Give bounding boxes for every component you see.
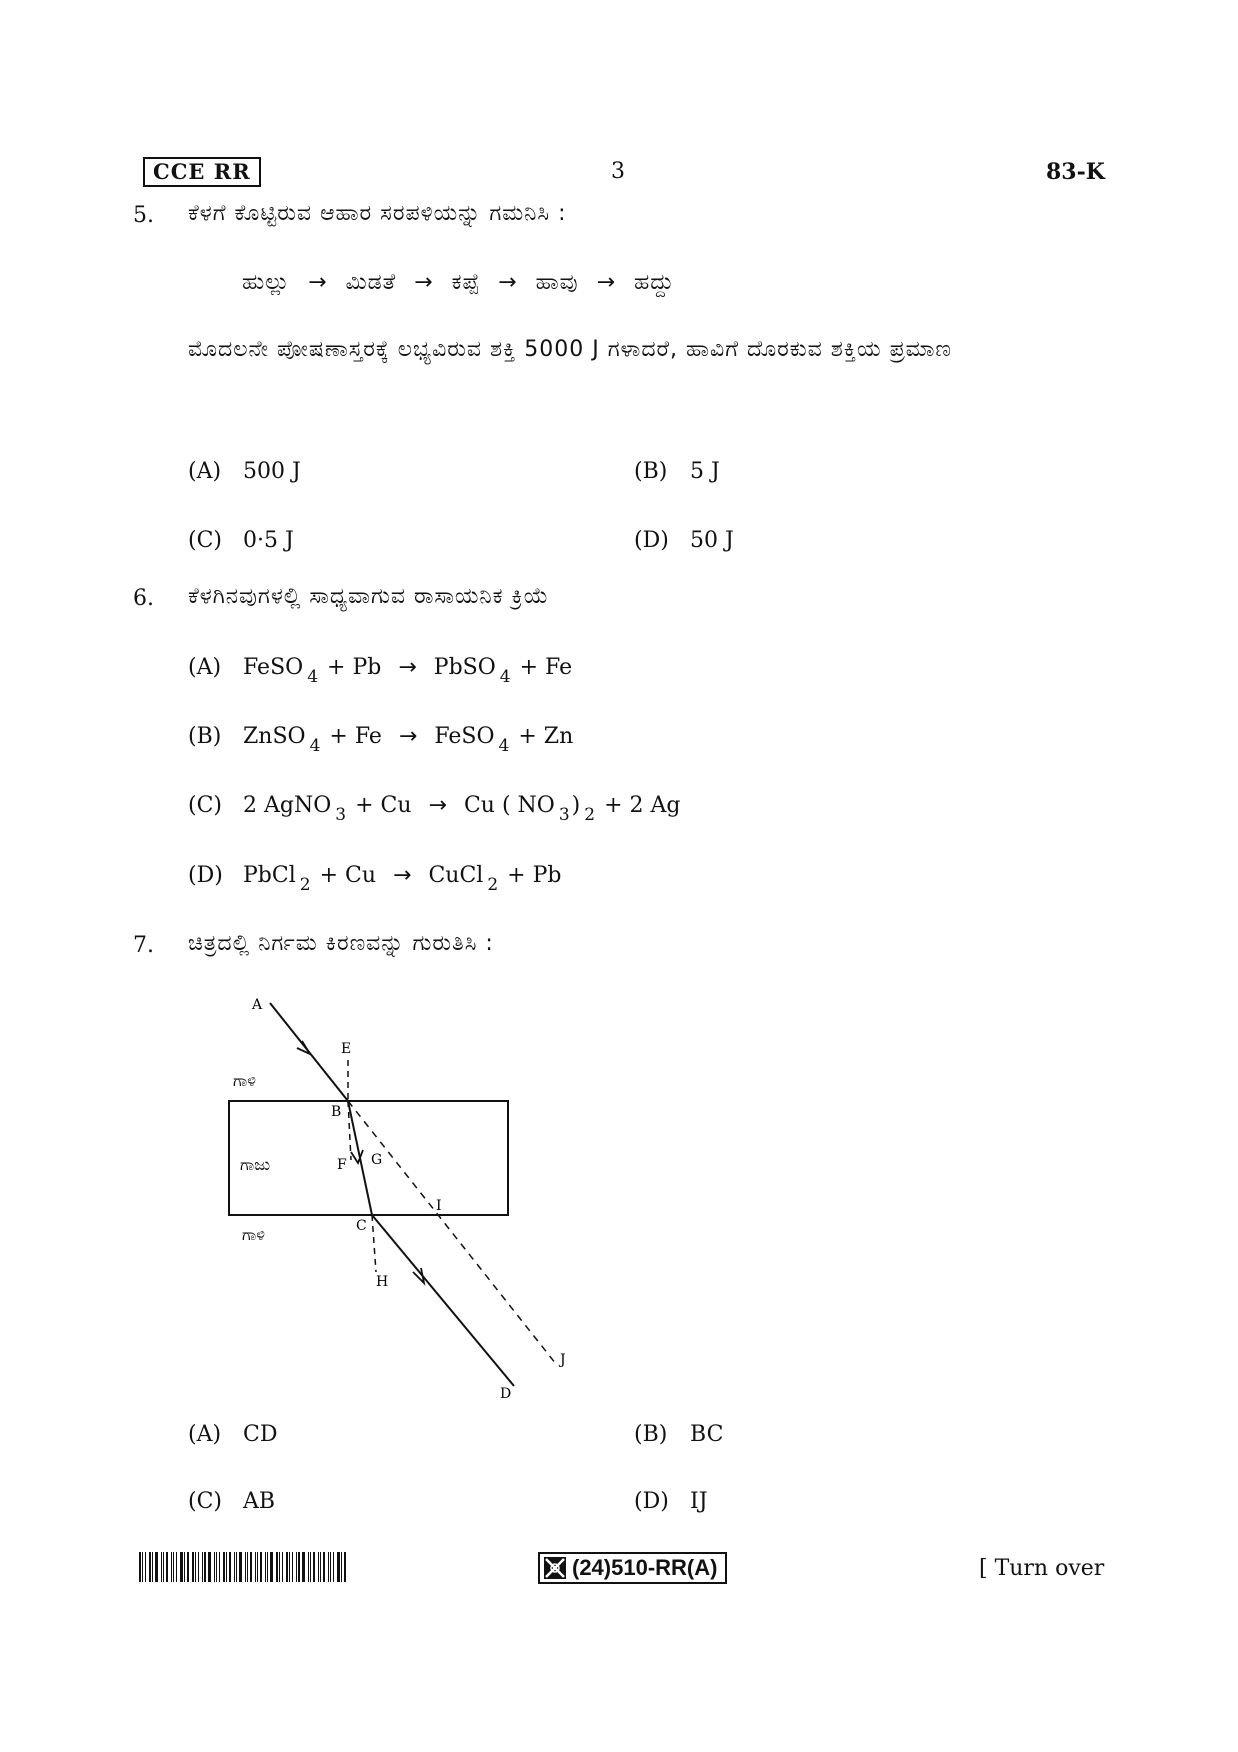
- subscript: 4: [499, 667, 511, 687]
- barcode-bar: [296, 1552, 297, 1582]
- barcode-bar: [204, 1552, 206, 1582]
- barcode-bar: [333, 1552, 334, 1582]
- barcode-bar: [198, 1552, 199, 1582]
- chain-item: ಹದ್ದು: [634, 270, 675, 295]
- point-label: D: [500, 1386, 512, 1402]
- barcode-bar: [192, 1552, 194, 1582]
- arrow-icon: →: [398, 655, 417, 680]
- barcode-bar: [180, 1552, 183, 1582]
- option-value: 0·5 J: [243, 528, 294, 553]
- option-label: (C): [188, 528, 222, 553]
- point-label: J: [560, 1352, 566, 1368]
- formula: + Cu: [319, 863, 377, 888]
- option-label: (A): [188, 655, 222, 680]
- option-label: (A): [188, 1422, 222, 1447]
- formula: CuCl: [428, 863, 484, 888]
- barcode-bar: [323, 1552, 325, 1582]
- arrow-icon: →: [596, 270, 616, 295]
- barcode-bar: [214, 1552, 215, 1582]
- subscript: 2: [584, 805, 596, 825]
- chain-item: ಹಾವು: [535, 270, 579, 295]
- question-stem: ಚಿತ್ರದಲ್ಲಿ ನಿರ್ಗಮ ಕಿರಣವನ್ನು ಗುರುತಿಸಿ :: [188, 931, 494, 956]
- page-number: 3: [611, 159, 625, 184]
- barcode-bar: [171, 1552, 172, 1582]
- formula: + Pb: [507, 863, 562, 888]
- point-label: H: [376, 1274, 389, 1290]
- option-label: (B): [634, 459, 668, 484]
- arrow-icon: →: [414, 270, 434, 295]
- subscript: 4: [309, 736, 321, 756]
- barcode: [139, 1552, 371, 1582]
- barcode-bar: [286, 1552, 288, 1582]
- barcode-bar: [216, 1552, 217, 1582]
- barcode-bar: [161, 1552, 162, 1582]
- subscript: 3: [335, 805, 347, 825]
- barcode-bar: [330, 1552, 331, 1582]
- turn-over-text: [ Turn over: [979, 1556, 1105, 1581]
- subscript: 4: [307, 667, 319, 687]
- formula: PbSO: [433, 655, 496, 680]
- chain-item: ಕಪ್ಪೆ: [451, 270, 481, 295]
- medium-label-air: ಗಾಳಿ: [242, 1225, 266, 1244]
- barcode-bar: [308, 1552, 309, 1582]
- barcode-bar: [255, 1552, 256, 1582]
- chain-item: ಮಿಡತೆ: [345, 270, 397, 295]
- question-number: 6.: [133, 586, 154, 611]
- option-label: (B): [188, 724, 222, 749]
- arrow-icon: →: [308, 270, 328, 295]
- option-value: 500 J: [243, 459, 301, 484]
- point-label: A: [252, 997, 263, 1013]
- formula: FeSO: [434, 724, 495, 749]
- barcode-bar: [139, 1552, 141, 1582]
- arrow-icon: →: [498, 270, 518, 295]
- barcode-bar: [260, 1552, 262, 1582]
- barcode-bar: [257, 1552, 258, 1582]
- option-value: CD: [243, 1422, 278, 1447]
- barcode-bar: [234, 1552, 235, 1582]
- arrow-icon: →: [398, 724, 418, 749]
- point-label: E: [341, 1041, 352, 1057]
- barcode-bar: [302, 1552, 305, 1582]
- barcode-bar: [166, 1552, 168, 1582]
- barcode-bar: [173, 1552, 174, 1582]
- point-label: C: [356, 1218, 367, 1234]
- formula: 2 AgNO: [243, 793, 332, 818]
- chain-item: ಹುಲ್ಲು: [242, 270, 291, 295]
- header-code-label: CCE RR: [153, 159, 251, 184]
- question-number: 7.: [133, 933, 154, 958]
- option-label: (C): [188, 793, 222, 818]
- question-stem: ಕೆಳಗೆ ಕೊಟ್ಟಿರುವ ಆಹಾರ ಸರಪಳಿಯನ್ನು ಗಮನಿಸಿ :: [188, 201, 567, 226]
- barcode-bar: [318, 1552, 319, 1582]
- barcode-bar: [176, 1552, 177, 1582]
- option-value: AB: [243, 1489, 276, 1514]
- option-label: (D): [634, 528, 669, 553]
- barcode-bar: [289, 1552, 290, 1582]
- subscript: 2: [487, 875, 499, 895]
- barcode-bar: [187, 1552, 189, 1582]
- formula: + Cu: [355, 793, 412, 818]
- formula: + Zn: [518, 724, 574, 749]
- option-value: BC: [690, 1422, 724, 1447]
- subscript: 3: [558, 805, 570, 825]
- paper-code: 83-K: [1046, 159, 1105, 185]
- barcode-bar: [149, 1552, 151, 1582]
- barcode-bar: [163, 1552, 164, 1582]
- barcode-bar: [265, 1552, 266, 1582]
- option-label: (A): [188, 459, 222, 484]
- barcode-bar: [155, 1552, 158, 1582]
- formula: + Fe: [519, 655, 573, 680]
- question-stem: ಕೆಳಗಿನವುಗಳಲ್ಲಿ ಸಾಧ್ಯವಾಗುವ ರಾಸಾಯನಿಕ ಕ್ರಿಯೆ: [188, 584, 550, 609]
- barcode-bar: [236, 1552, 237, 1582]
- barcode-bar: [208, 1552, 211, 1582]
- barcode-bar: [270, 1552, 273, 1582]
- medium-label-air: ಗಾಳಿ: [233, 1071, 257, 1090]
- point-label: B: [331, 1104, 342, 1120]
- emergent-ray: [372, 1215, 514, 1386]
- logo-icon: [544, 1557, 566, 1579]
- barcode-bar: [313, 1552, 315, 1582]
- barcode-bar: [341, 1552, 342, 1582]
- formula: Cu ( NO: [463, 793, 555, 818]
- formula: PbCl: [243, 863, 296, 888]
- option-value: 5 J: [690, 459, 720, 484]
- barcode-bar: [223, 1552, 225, 1582]
- barcode-bar: [152, 1552, 153, 1582]
- barcode-bar: [202, 1552, 203, 1582]
- barcode-bar: [310, 1552, 311, 1582]
- barcode-bar: [239, 1552, 242, 1582]
- arrowhead-icon: [297, 1041, 310, 1054]
- barcode-bar: [292, 1552, 293, 1582]
- barcode-bar: [282, 1552, 283, 1582]
- barcode-bar: [298, 1552, 300, 1582]
- option-value: 50 J: [690, 528, 734, 553]
- point-label: I: [436, 1198, 442, 1214]
- barcode-bar: [226, 1552, 227, 1582]
- barcode-bar: [276, 1552, 278, 1582]
- question-number: 5.: [133, 203, 154, 228]
- point-label: F: [337, 1157, 347, 1173]
- barcode-bar: [344, 1552, 346, 1582]
- medium-label-glass: ಗಾಜು: [240, 1155, 271, 1174]
- barcode-bar: [328, 1552, 329, 1582]
- formula: + Pb: [327, 655, 382, 680]
- barcode-bar: [142, 1552, 143, 1582]
- normal-line: [372, 1215, 376, 1272]
- barcode-bar: [250, 1552, 252, 1582]
- barcode-bar: [337, 1552, 340, 1582]
- barcode-bar: [219, 1552, 220, 1582]
- point-label: G: [371, 1152, 383, 1168]
- barcode-bar: [267, 1552, 268, 1582]
- arrow-icon: →: [428, 793, 447, 818]
- barcode-bar: [195, 1552, 196, 1582]
- formula: + 2 Ag: [604, 793, 681, 818]
- barcode-bar: [229, 1552, 231, 1582]
- formula: ZnSO: [243, 724, 306, 749]
- footer-code-box: [538, 1552, 727, 1584]
- footer-code: (24)510-RR(A): [572, 1555, 718, 1580]
- subscript: 4: [498, 736, 510, 756]
- formula: ): [571, 793, 581, 818]
- barcode-bar: [184, 1552, 185, 1582]
- barcode-bar: [320, 1552, 321, 1582]
- barcode-bar: [145, 1552, 146, 1582]
- question-text: ಮೊದಲನೇ ಪೋಷಣಾಸ್ತರಕ್ಕೆ ಲಭ್ಯವಿರುವ ಶಕ್ತಿ 5000 J ಗಳಾದರೆ, ಹಾವಿಗೆ ದೊರಕುವ ಶಕ್ತಿಯ ಪ್ರಮಾಣ: [188, 337, 952, 362]
- option-label: (B): [634, 1422, 668, 1447]
- subscript: 2: [299, 875, 311, 895]
- option-label: (D): [634, 1489, 669, 1514]
- arrow-icon: →: [393, 863, 412, 888]
- barcode-bar: [279, 1552, 280, 1582]
- option-label: (C): [188, 1489, 222, 1514]
- barcode-bar: [247, 1552, 248, 1582]
- extended-incident-ray: [348, 1101, 556, 1364]
- option-label: (D): [188, 863, 223, 888]
- formula: + Fe: [329, 724, 382, 749]
- barcode-bar: [245, 1552, 246, 1582]
- option-value: IJ: [690, 1489, 708, 1514]
- formula: FeSO: [243, 655, 304, 680]
